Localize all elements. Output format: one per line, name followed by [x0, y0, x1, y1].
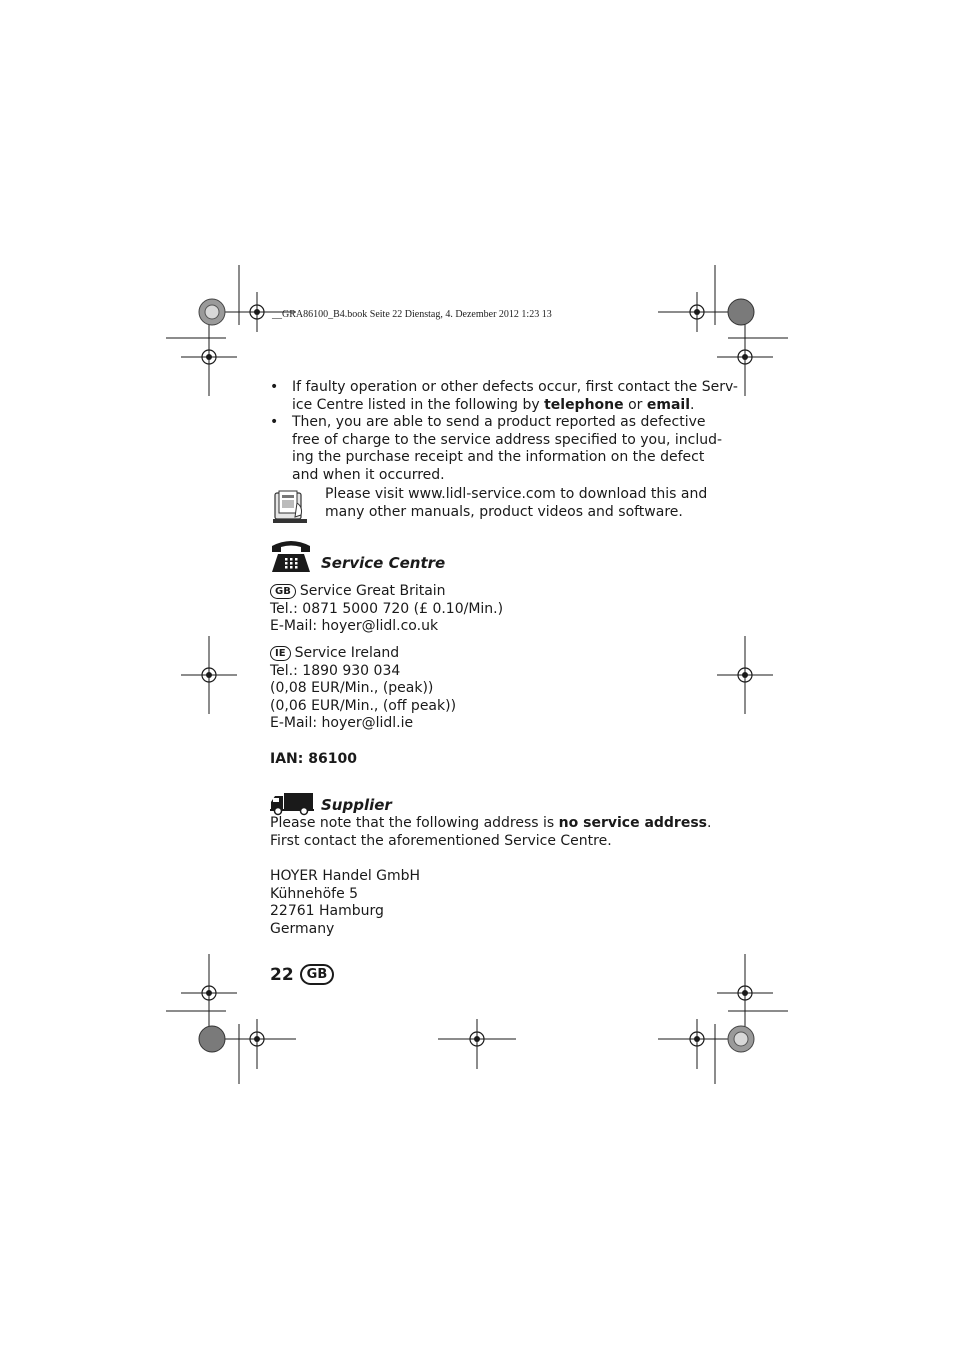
text-run: .	[690, 396, 695, 413]
supplier-address	[270, 868, 420, 938]
bullet-2-line: free of charge to the service address specified to you, includ-	[292, 431, 723, 448]
text-run: ice Centre listed in the following by	[292, 396, 545, 413]
service-gb-title: Service Great Britain	[299, 583, 446, 599]
service-gb-tel: Tel.: 0871 5000 720 (£ 0.10/Min.)	[270, 600, 504, 617]
text-run: .	[707, 815, 712, 831]
manual-download-icon	[271, 489, 311, 525]
address-line: Germany	[270, 920, 335, 937]
address-line: HOYER Handel GmbH	[270, 868, 421, 884]
address-line: Kühnehöfe 5	[270, 885, 359, 902]
delivery-truck-icon	[270, 792, 314, 816]
service-ie-tel: Tel.: 1890 930 034	[270, 662, 401, 679]
text-run: Please note that the following address is	[270, 815, 559, 831]
email-emphasis: email	[646, 396, 691, 413]
info-note-line: Please visit www.lidl-service.com to download this and	[325, 486, 708, 502]
service-centre-heading: Service Centre	[321, 554, 446, 572]
bullet-2-line: and when it occurred.	[292, 466, 445, 483]
service-gb-title-row	[270, 583, 503, 601]
service-gb-email: E-Mail: hoyer@lidl.co.uk	[270, 618, 439, 635]
page-number: 22	[270, 964, 294, 985]
bullet-1-line-1: If faulty operation or other defects occur, first contact the Serv-	[292, 379, 738, 395]
bullet-1-line-2	[292, 397, 738, 415]
gb-footer-badge: GB	[300, 964, 335, 985]
service-ie-email: E-Mail: hoyer@lidl.ie	[270, 715, 414, 732]
service-ie-title: Service Ireland	[294, 645, 400, 661]
service-gb-block	[270, 583, 503, 636]
telephone-emphasis: telephone	[544, 396, 624, 413]
text-run: or	[623, 396, 647, 413]
service-ie-title-row	[270, 645, 456, 663]
bullet-2-line: ing the purchase receipt and the information on the defect	[292, 449, 705, 466]
info-note	[325, 486, 707, 521]
service-ie-rate-peak: (0,08 EUR/Min., (peak))	[270, 680, 434, 697]
supplier-note-line-1	[270, 815, 711, 833]
no-service-address-emphasis: no service address	[558, 815, 707, 831]
bullet-dot: •	[270, 379, 279, 395]
gb-country-badge: GB	[270, 584, 296, 599]
print-header-line: __GRA86100_B4.book Seite 22 Dienstag, 4. Dezember 2012 1:23 13	[272, 309, 552, 320]
ian-number: IAN: 86100	[270, 751, 357, 767]
supplier-note-line-2: First contact the aforementioned Service Centre.	[270, 832, 612, 849]
page-footer	[270, 964, 334, 985]
bullet-dot: •	[270, 414, 279, 430]
telephone-icon	[270, 538, 312, 574]
bullet-2	[270, 414, 722, 484]
supplier-note	[270, 815, 711, 850]
supplier-heading: Supplier	[321, 796, 392, 814]
bullet-1	[270, 379, 738, 414]
service-ie-rate-offpeak: (0,06 EUR/Min., (off peak))	[270, 697, 457, 714]
bullet-2-line: Then, you are able to send a product reported as defective	[292, 414, 706, 430]
ie-country-badge: IE	[270, 646, 291, 661]
info-note-line: many other manuals, product videos and software.	[325, 503, 683, 520]
service-ie-block	[270, 645, 456, 733]
address-line: 22761 Hamburg	[270, 903, 384, 920]
